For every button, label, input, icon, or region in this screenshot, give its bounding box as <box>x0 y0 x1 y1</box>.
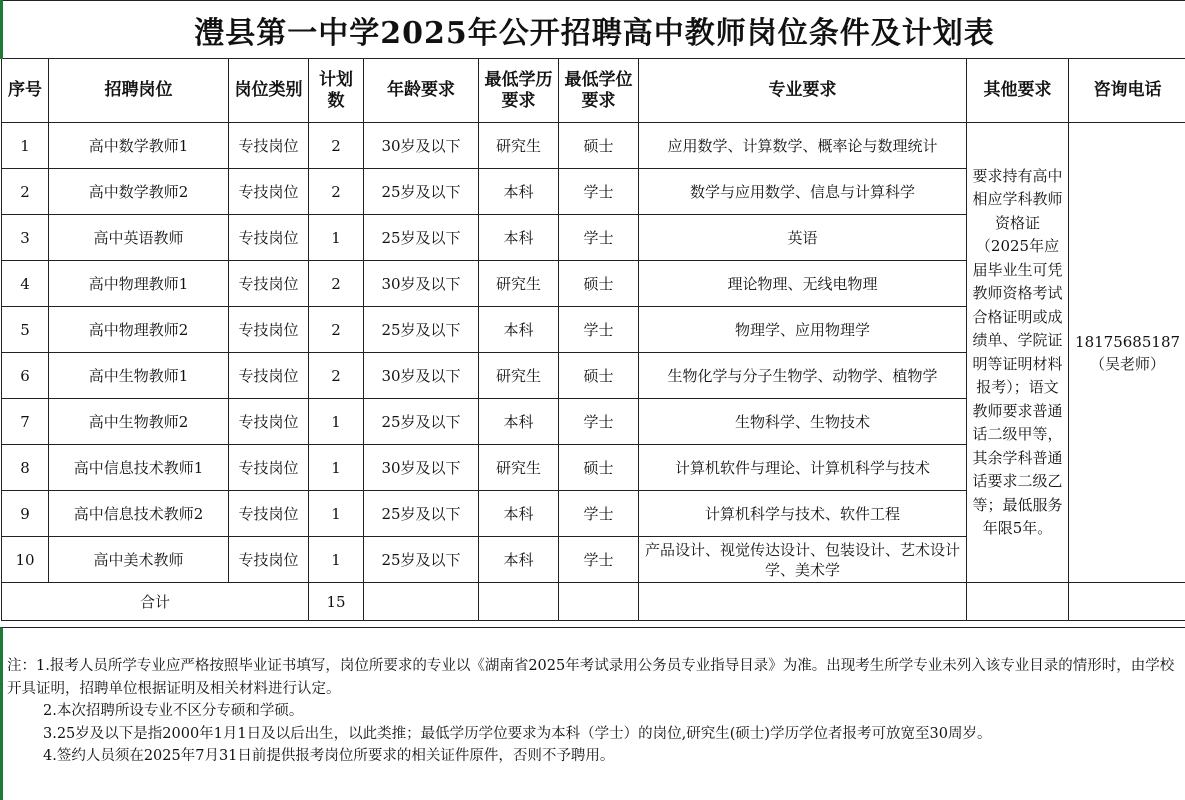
cell-category: 专技岗位 <box>229 399 309 445</box>
total-label: 合计 <box>2 583 309 621</box>
cell-plan: 1 <box>309 215 364 261</box>
cell-major: 数学与应用数学、信息与计算科学 <box>639 169 967 215</box>
cell-major: 计算机科学与技术、软件工程 <box>639 491 967 537</box>
table-header-row <box>2 59 1185 123</box>
cell-major: 理论物理、无线电物理 <box>639 261 967 307</box>
total-row <box>2 583 1185 621</box>
cell-age: 30岁及以下 <box>364 353 479 399</box>
cell-plan: 2 <box>309 261 364 307</box>
cell-degree: 硕士 <box>559 445 639 491</box>
phone-contact: （吴老师） <box>1090 354 1166 373</box>
note-item: 2.本次招聘所设专业不区分专硕和学硕。 <box>43 703 304 719</box>
cell-degree: 硕士 <box>559 261 639 307</box>
cell-major: 英语 <box>639 215 967 261</box>
phone-number: 18175685187 <box>1075 332 1181 351</box>
cell-degree: 学士 <box>559 215 639 261</box>
cell-plan: 2 <box>309 353 364 399</box>
cell-age: 30岁及以下 <box>364 445 479 491</box>
header-other: 其他要求 <box>967 59 1069 123</box>
cell-age: 30岁及以下 <box>364 261 479 307</box>
cell-plan: 1 <box>309 491 364 537</box>
cell-no: 5 <box>2 307 49 353</box>
cell-position: 高中信息技术教师1 <box>49 445 229 491</box>
page-title: 澧县第一中学2025年公开招聘高中教师岗位条件及计划表 <box>2 1 1185 59</box>
cell-plan: 1 <box>309 399 364 445</box>
cell-education: 研究生 <box>479 123 559 169</box>
cell-no: 4 <box>2 261 49 307</box>
total-empty <box>559 583 639 621</box>
cell-plan: 2 <box>309 307 364 353</box>
cell-no: 10 <box>2 537 49 583</box>
cell-major: 生物化学与分子生物学、动物学、植物学 <box>639 353 967 399</box>
total-empty <box>364 583 479 621</box>
cell-education: 本科 <box>479 399 559 445</box>
cell-education: 本科 <box>479 169 559 215</box>
cell-education: 本科 <box>479 307 559 353</box>
header-degree: 最低学位要求 <box>559 59 639 123</box>
note-item: 4.签约人员须在2025年7月31日前提供报考岗位所要求的相关证件原件，否则不予聘用。 <box>43 748 615 764</box>
cell-education: 研究生 <box>479 261 559 307</box>
cell-age: 25岁及以下 <box>364 491 479 537</box>
cell-no: 8 <box>2 445 49 491</box>
cell-degree: 学士 <box>559 307 639 353</box>
cell-position: 高中数学教师2 <box>49 169 229 215</box>
total-empty <box>639 583 967 621</box>
cell-major: 应用数学、计算数学、概率论与数理统计 <box>639 123 967 169</box>
cell-age: 25岁及以下 <box>364 169 479 215</box>
cell-no: 1 <box>2 123 49 169</box>
table-row <box>2 123 1185 169</box>
cell-education: 本科 <box>479 215 559 261</box>
cell-position: 高中美术教师 <box>49 537 229 583</box>
cell-position: 高中英语教师 <box>49 215 229 261</box>
cell-position: 高中物理教师1 <box>49 261 229 307</box>
cell-no: 9 <box>2 491 49 537</box>
header-phone: 咨询电话 <box>1069 59 1185 123</box>
cell-no: 3 <box>2 215 49 261</box>
cell-position: 高中信息技术教师2 <box>49 491 229 537</box>
header-position: 招聘岗位 <box>49 59 229 123</box>
cell-plan: 1 <box>309 445 364 491</box>
header-no: 序号 <box>2 59 49 123</box>
cell-position: 高中数学教师1 <box>49 123 229 169</box>
cell-category: 专技岗位 <box>229 261 309 307</box>
cell-major: 物理学、应用物理学 <box>639 307 967 353</box>
header-age: 年龄要求 <box>364 59 479 123</box>
note-item: 3.25岁及以下是指2000年1月1日及以后出生，以此类推；最低学历学位要求为本科（学士）的岗位,研究生(硕士)学历学位者报考可放宽至30周岁。 <box>43 725 992 742</box>
cell-age: 25岁及以下 <box>364 215 479 261</box>
cell-degree: 硕士 <box>559 123 639 169</box>
cell-education: 研究生 <box>479 353 559 399</box>
cell-category: 专技岗位 <box>229 169 309 215</box>
cell-major: 产品设计、视觉传达设计、包装设计、艺术设计学、美术学 <box>639 537 967 583</box>
cell-degree: 硕士 <box>559 353 639 399</box>
cell-degree: 学士 <box>559 491 639 537</box>
cell-position: 高中物理教师2 <box>49 307 229 353</box>
header-education: 最低学历要求 <box>479 59 559 123</box>
cell-category: 专技岗位 <box>229 215 309 261</box>
note-item: 注：1.报考人员所学专业应严格按照毕业证书填写，岗位所要求的专业以《湖南省2025年考试录用公务员专业指导目录》为准。出现考生所学专业未列入该专业目录的情形时，由学校开具证明，招聘单位根据证明及相关材料进行认定。 <box>7 658 1175 697</box>
contact-phone-cell <box>1069 123 1185 583</box>
cell-plan: 1 <box>309 537 364 583</box>
header-major: 专业要求 <box>639 59 967 123</box>
total-value: 15 <box>309 583 364 621</box>
cell-category: 专技岗位 <box>229 307 309 353</box>
cell-plan: 2 <box>309 123 364 169</box>
total-empty <box>1069 583 1185 621</box>
notes-section <box>0 627 1185 800</box>
cell-degree: 学士 <box>559 169 639 215</box>
cell-age: 25岁及以下 <box>364 537 479 583</box>
cell-plan: 2 <box>309 169 364 215</box>
cell-category: 专技岗位 <box>229 123 309 169</box>
total-empty <box>967 583 1069 621</box>
header-category: 岗位类别 <box>229 59 309 123</box>
cell-education: 本科 <box>479 491 559 537</box>
cell-position: 高中生物教师1 <box>49 353 229 399</box>
cell-category: 专技岗位 <box>229 353 309 399</box>
cell-category: 专技岗位 <box>229 445 309 491</box>
cell-no: 7 <box>2 399 49 445</box>
cell-category: 专技岗位 <box>229 491 309 537</box>
cell-no: 2 <box>2 169 49 215</box>
cell-major: 生物科学、生物技术 <box>639 399 967 445</box>
cell-age: 25岁及以下 <box>364 399 479 445</box>
cell-degree: 学士 <box>559 399 639 445</box>
cell-major: 计算机软件与理论、计算机科学与技术 <box>639 445 967 491</box>
header-plan: 计划数 <box>309 59 364 123</box>
cell-no: 6 <box>2 353 49 399</box>
cell-education: 本科 <box>479 537 559 583</box>
cell-category: 专技岗位 <box>229 537 309 583</box>
cell-age: 25岁及以下 <box>364 307 479 353</box>
cell-degree: 学士 <box>559 537 639 583</box>
total-empty <box>479 583 559 621</box>
cell-position: 高中生物教师2 <box>49 399 229 445</box>
cell-education: 研究生 <box>479 445 559 491</box>
other-requirements: 要求持有高中相应学科教师资格证（2025年应届毕业生可凭教师资格考试合格证明或成绩单、学院证明等证明材料报考）；语文教师要求普通话二级甲等，其余学科普通话要求二级乙等；最低服务年限5年。 <box>967 123 1069 583</box>
cell-age: 30岁及以下 <box>364 123 479 169</box>
